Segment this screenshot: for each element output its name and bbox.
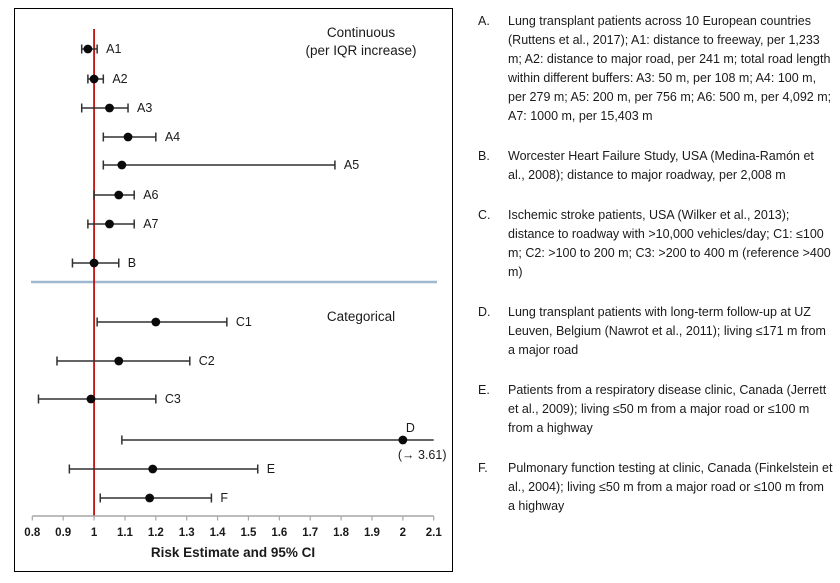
estimate-point-A2: [90, 75, 99, 84]
x-axis-title: Risk Estimate and 95% CI: [150, 545, 316, 560]
legend-item-f: [478, 459, 834, 516]
legend-item-e: [478, 381, 834, 438]
x-axis-tick-label: 2.1: [425, 527, 442, 539]
legend-letter: B.: [478, 149, 490, 163]
legend-text: Worcester Heart Failure Study, USA (Medina-Ramón et al., 2008); distance to major roadway, per 2,008 m: [508, 149, 814, 182]
legend-letter: D.: [478, 305, 491, 319]
estimate-point-C3: [87, 395, 96, 404]
estimate-point-A1: [83, 45, 92, 54]
row-label-A3: A3: [137, 101, 153, 116]
estimate-point-A6: [114, 191, 123, 200]
row-label-D: D: [405, 421, 415, 435]
row-label-B: B: [127, 256, 137, 271]
legend-text: Lung transplant patients across 10 European countries (Ruttens et al., 2017); A1: distance to freeway, per 1,233 m; A2: distance to major road, per 241 m; total road length within different buffers: A3: 50 m, per 108 m; A4: 100 m, per 279 m; A5: 200 m, per 756 m; A6: 500 m, per 4,092 m; A7: 1000 m, per 15,403 m: [508, 14, 832, 123]
legend-item-c: [478, 206, 834, 282]
legend-letter: C.: [478, 208, 491, 222]
study-legend-panel: [478, 12, 834, 537]
row-label-C3: C3: [164, 392, 181, 407]
estimate-point-C1: [151, 318, 160, 327]
x-axis-tick-label: 1.7: [302, 527, 319, 539]
legend-item-a: [478, 12, 834, 126]
row-label-A1: A1: [106, 42, 122, 57]
legend-text: Ischemic stroke patients, USA (Wilker et al., 2013); distance to roadway with >10,000 vehicles/day; C1: ≤100 m; C2: >100 to 200 m; C3: >200 to 400 m (reference >400 m): [508, 208, 831, 279]
x-axis-tick-label: 1.9: [363, 527, 380, 539]
row-label-A2: A2: [112, 72, 128, 87]
section-header-label: (per IQR increase): [305, 43, 417, 58]
row-label-A7: A7: [143, 217, 159, 232]
offscale-annotation-D: (→ 3.61): [397, 448, 447, 462]
row-label-C1: C1: [235, 315, 252, 330]
x-axis-tick-label: 1.2: [147, 527, 164, 539]
x-axis-tick-label: 2: [399, 527, 407, 539]
x-axis-tick-label: 1.5: [240, 527, 257, 539]
legend-text: Pulmonary function testing at clinic, Canada (Finkelstein et al., 2004); living ≤50 m from a major road or ≤100 m from a highway: [508, 461, 833, 513]
estimate-point-A7: [105, 220, 114, 229]
x-axis-tick-label: 0.9: [55, 527, 72, 539]
forest-plot: [15, 9, 451, 570]
x-axis-tick-label: 1: [90, 527, 98, 539]
legend-item-d: [478, 303, 834, 360]
legend-item-b: [478, 147, 834, 185]
legend-letter: A.: [478, 14, 490, 28]
estimate-point-E: [148, 465, 157, 474]
estimate-point-F: [145, 494, 154, 503]
section-header-label: Categorical: [326, 309, 396, 324]
legend-letter: F.: [478, 461, 488, 475]
x-axis-tick-label: 1.4: [209, 527, 226, 539]
estimate-point-B: [90, 259, 99, 268]
row-label-A6: A6: [143, 188, 159, 203]
x-axis-tick-label: 0.8: [24, 527, 41, 539]
estimate-point-D: [398, 436, 407, 445]
legend-letter: E.: [478, 383, 490, 397]
row-label-A4: A4: [164, 130, 181, 145]
estimate-point-C2: [114, 357, 123, 366]
estimate-point-A4: [124, 133, 133, 142]
x-axis-tick-label: 1.3: [178, 527, 195, 539]
row-label-C2: C2: [198, 354, 215, 369]
legend-text: Patients from a respiratory disease clinic, Canada (Jerrett et al., 2009); living ≤50 m from a major road or ≤100 m from a highway: [508, 383, 827, 435]
x-axis-tick-label: 1.6: [271, 527, 288, 539]
estimate-point-A3: [105, 104, 114, 113]
row-label-F: F: [220, 491, 229, 506]
forest-plot-box: [14, 8, 453, 572]
x-axis-tick-label: 1.1: [116, 527, 133, 539]
row-label-A5: A5: [343, 158, 360, 173]
estimate-point-A5: [117, 161, 126, 170]
section-header-label: Continuous: [326, 25, 396, 40]
x-axis-tick-label: 1.8: [333, 527, 350, 539]
row-label-E: E: [266, 462, 276, 477]
legend-text: Lung transplant patients with long-term follow-up at UZ Leuven, Belgium (Nawrot et al., 2011); living ≤171 m from a major road: [508, 305, 826, 357]
